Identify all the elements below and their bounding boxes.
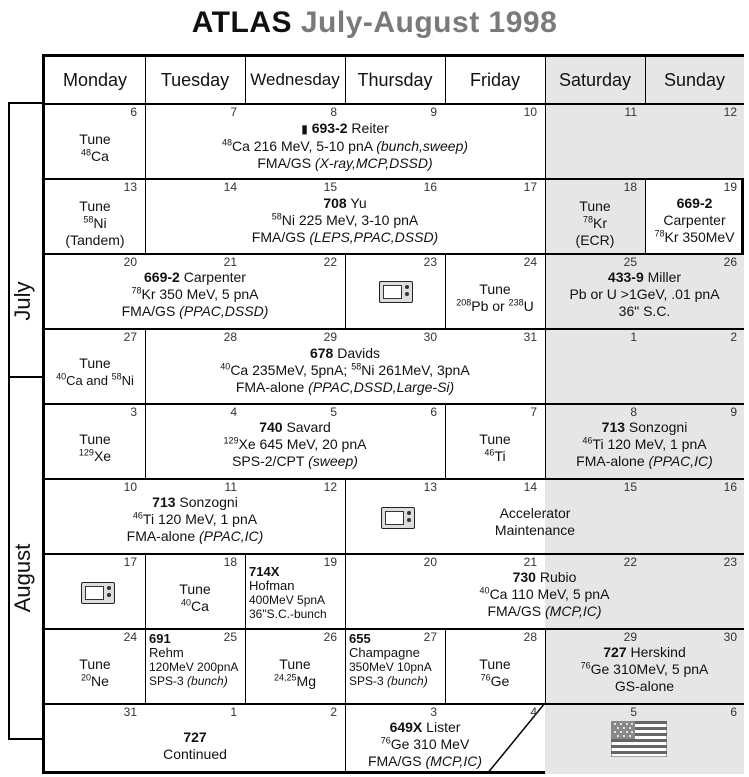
day-num: 15 <box>623 480 637 494</box>
maintenance-cell: Accelerator Maintenance <box>494 505 576 538</box>
day-num: 17 <box>123 555 137 569</box>
day-num: 25 <box>223 630 237 644</box>
continued-cell: 727 Continued <box>163 729 227 762</box>
day-num: 12 <box>723 105 737 119</box>
day-num: 8 <box>630 405 637 419</box>
day-num: 23 <box>723 555 737 569</box>
monitor-icon <box>81 582 115 609</box>
day-num: 18 <box>623 180 637 194</box>
day-num: 30 <box>723 630 737 644</box>
monitor-icon <box>379 281 413 308</box>
day-num: 4 <box>530 705 537 719</box>
month-label-august: August <box>10 543 35 613</box>
day-num: 13 <box>123 180 137 194</box>
day-num: 6 <box>730 705 737 719</box>
day-num: 17 <box>523 180 537 194</box>
experiment-cell: ▮ 693-2 Reiter $^{48}$Ca 216 MeV, 5-10 pnA (bunch,sweep) FMA/GS (X-ray,MCP,DSSD) <box>221 120 469 171</box>
day-num: 9 <box>730 405 737 419</box>
day-num: 28 <box>523 630 537 644</box>
day-num: 3 <box>430 705 437 719</box>
day-num: 2 <box>330 705 337 719</box>
header-thursday: Thursday <box>357 69 433 90</box>
day-num: 20 <box>123 255 137 269</box>
header-tuesday: Tuesday <box>160 69 230 90</box>
day-num: 21 <box>223 255 237 269</box>
day-num: 14 <box>223 180 237 194</box>
tune-cell: Tune $^{40}$Ca <box>179 581 211 614</box>
experiment-cell: 713 Sonzogni $^{46}$Ti 120 MeV, 1 pnA FMA-alone (PPAC,IC) <box>576 419 713 469</box>
day-num: 7 <box>230 105 237 119</box>
experiment-cell: 730 Rubio $^{40}$Ca 110 MeV, 5 pnA FMA/GS (MCP,IC) <box>479 569 610 619</box>
calendar-grid <box>42 54 744 774</box>
day-num: 27 <box>123 330 137 344</box>
day-num: 24 <box>123 630 137 644</box>
tune-cell: Tune $^{24,25}$Mg <box>274 656 316 689</box>
day-num: 29 <box>323 330 337 344</box>
day-num: 6 <box>130 105 137 119</box>
day-num: 29 <box>623 630 637 644</box>
tune-cell: Tune $^{76}$Ge <box>479 656 511 689</box>
day-num: 8 <box>330 105 337 119</box>
day-num: 4 <box>230 405 237 419</box>
day-num: 21 <box>523 555 537 569</box>
experiment-cell: 678 Davids $^{40}$Ca 235MeV, 5pnA; $^{58}$Ni 261MeV, 3pnA FMA-alone (PPAC,DSSD,Large-Si) <box>220 345 470 395</box>
day-num: 5 <box>330 405 337 419</box>
tune-cell: Tune $^{20}$Ne <box>79 656 111 689</box>
header-friday: Friday <box>469 69 520 90</box>
day-num: 26 <box>723 255 737 269</box>
experiment-cell: 649X Lister $^{76}$Ge 310 MeV FMA/GS (MCP,IC) <box>367 719 483 769</box>
day-num: 13 <box>423 480 437 494</box>
day-num: 26 <box>323 630 337 644</box>
experiment-cell: 655 Champagne 350MeV 10pnA SPS-3 (bunch) <box>349 631 432 688</box>
day-num: 20 <box>423 555 437 569</box>
title-prefix: ATLAS <box>191 6 292 39</box>
experiment-cell: 433-9 Miller Pb or U >1GeV, .01 pnA 36" S.C. <box>569 269 720 319</box>
tune-cell: Tune $^{48}$Ca <box>79 131 111 164</box>
day-num: 31 <box>123 705 137 719</box>
monitor-icon <box>381 507 415 534</box>
header-saturday: Saturday <box>558 69 632 90</box>
day-num: 7 <box>530 405 537 419</box>
day-num: 18 <box>223 555 237 569</box>
day-num: 12 <box>323 480 337 494</box>
day-num: 28 <box>223 330 237 344</box>
header-sunday: Sunday <box>663 69 726 90</box>
day-num: 19 <box>323 555 337 569</box>
header-wednesday: Wednesday <box>250 70 340 89</box>
day-num: 10 <box>123 480 137 494</box>
page-title <box>0 6 749 40</box>
day-num: 11 <box>224 480 237 494</box>
tune-cell: Tune $^{129}$Xe <box>78 431 112 464</box>
title-period: July-August 1998 <box>300 6 558 39</box>
month-bracket-july <box>8 102 44 378</box>
day-num: 6 <box>430 405 437 419</box>
experiment-cell: 669-2 Carpenter $^{78}$Kr 350 MeV, 5 pnA FMA/GS (PPAC,DSSD) <box>121 269 269 319</box>
header-monday: Monday <box>62 69 128 90</box>
day-num: 27 <box>423 630 437 644</box>
day-num: 16 <box>423 180 437 194</box>
day-num: 30 <box>423 330 437 344</box>
experiment-cell: 727 Herskind $^{76}$Ge 310MeV, 5 pnA GS-alone <box>580 644 709 694</box>
day-num: 10 <box>523 105 537 119</box>
day-num: 19 <box>723 180 737 194</box>
experiment-cell: 713 Sonzogni $^{46}$Ti 120 MeV, 1 pnA FMA-alone (PPAC,IC) <box>126 494 264 544</box>
month-label-july: July <box>10 281 35 321</box>
experiment-cell: 740 Savard $^{129}$Xe 645 MeV, 20 pnA SPS-2/CPT (sweep) <box>223 419 367 469</box>
day-num: 31 <box>523 330 537 344</box>
flag-icon <box>611 721 667 757</box>
experiment-cell: 669-2 Carpenter $^{78}$Kr 350MeV <box>654 195 735 245</box>
day-num: 9 <box>430 105 437 119</box>
tune-cell: Tune $^{58}$Ni (Tandem) <box>65 198 125 248</box>
day-num: 3 <box>130 405 137 419</box>
day-num: 16 <box>723 480 737 494</box>
experiment-cell: 714X Hofman 400MeV 5pnA 36"S.C.-bunch <box>249 564 327 621</box>
day-num: 11 <box>624 105 637 119</box>
experiment-cell: 691 Rehm 120MeV 200pnA SPS-3 (bunch) <box>149 631 239 688</box>
day-num: 24 <box>523 255 537 269</box>
tune-cell: Tune $^{208}$Pb or $^{238}$U <box>456 281 534 314</box>
day-num: 5 <box>630 705 637 719</box>
day-num: 23 <box>423 255 437 269</box>
day-num: 25 <box>623 255 637 269</box>
day-num: 2 <box>730 330 737 344</box>
experiment-cell: 708 Yu $^{58}$Ni 225 MeV, 3-10 pnA FMA/GS (LEPS,PPAC,DSSD) <box>251 195 439 245</box>
tune-cell: Tune $^{78}$Kr (ECR) <box>575 198 615 248</box>
day-num: 15 <box>323 180 337 194</box>
day-num: 14 <box>523 480 537 494</box>
day-num: 1 <box>630 330 637 344</box>
bucket-icon: ▮ <box>301 122 308 136</box>
day-num: 1 <box>230 705 237 719</box>
tune-cell: Tune $^{40}$Ca and $^{58}$Ni <box>56 355 134 388</box>
day-num: 22 <box>623 555 637 569</box>
tune-cell: Tune $^{46}$Ti <box>479 431 511 464</box>
day-num: 22 <box>323 255 337 269</box>
